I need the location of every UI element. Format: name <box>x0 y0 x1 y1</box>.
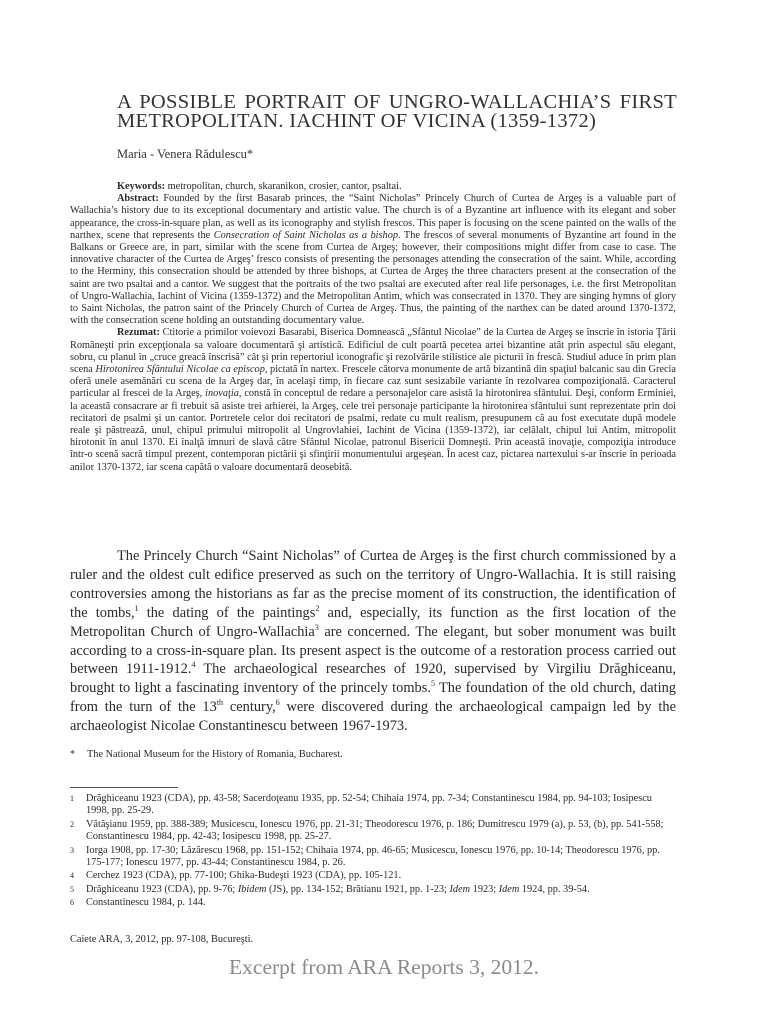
footnote-number: 1 <box>70 794 74 803</box>
abstract-block <box>70 181 676 474</box>
body-text-run: the dating of the paintings <box>138 604 316 621</box>
footnote-number: 6 <box>70 898 74 908</box>
footnote-number: 3 <box>70 845 74 855</box>
footnote-text-run: (JS), pp. 134-152; Brătianu 1921, pp. 1-23; <box>266 883 450 895</box>
footnotes-list <box>70 793 676 911</box>
footnote-ref[interactable]: 2 <box>315 603 320 613</box>
abstract-text: Founded by the first Basarab princes, the “Saint Nicholas” Princely Church of Curtea de Argeş is a valuable part of Wallachia’s history due to its exceptional documentary and artistic value. The church is of a Byzantine art influence with its elegant and sober appearance, the cross-in-square plan, as well as its iconography and stylish frescos. This paper is focusing on the scene painted on the walls of the narthex, scene that represents the <box>70 193 676 241</box>
keywords-text: metropolitan, church, skaranikon, crosier, cantor, psaltai. <box>165 181 402 192</box>
abstract-label: Abstract: <box>117 193 159 205</box>
paper-title: A POSSIBLE PORTRAIT OF UNGRO-WALLACHIA’S FIRST METROPOLITAN. IACHINT OF VICINA (1359-1372) <box>117 91 677 132</box>
footnote-text: Drăghiceanu 1923 (CDA), pp. 43-58; Sacerdoţeanu 1935, pp. 52-54; Chihaia 1974, pp. 7-34; Constantinescu 1984, pp. 94-103; Iosipescu 1998, pp. 25-29. <box>86 793 652 817</box>
rezumat-text: , pictată în nartex. Frescele câtorva monumente de artă bizantină din spaţiul balcanic sau din Grecia oferă unele asemănări cu scena de la Argeş dar, în acelaşi timp, în fiecare caz sunt sesizabile variante în rezolvarea compoziţională. Caracterul particular al frescei de la Argeş, <box>70 364 676 400</box>
rezumat-italic: inovaţia <box>205 388 239 400</box>
rezumat-paragraph <box>70 327 676 473</box>
rezumat-text: , constă în conceptul de redare a personajelor care asistă la hirotonirea sfântului. Deşi, conform Erminiei, la această consacrare ar fi trebuit să asiste trei arhierei, la Argeş, cele trei personaje participante la hirotonirea sfântului sunt reprezentate prin doi recitatori de psalmi şi un cantor. Portretele celor doi recitatori de psalmi, redate cu mult realism, presupunem că au fost executate după modele reale şi păstrează, unul, chipul primului mitropolit al Ungrovlahiei, Iachint de Vicina (1359-1372), iar celălalt, chipul lui Antim, mitropolit hirotonit în anul 1370. Ei înalţă imnuri de slavă către Sfântul Nicolae, patronul Bisericii Domneşti. Prin această inovaţie, compoziţia introduce într-o scenă sacră timpul prezent, contemporan pictării şi sfinţirii monumentului argeşean. În acest caz, pictarea nartexului s-ar înscrie în perioada anilor 1370-1372, iar scena capătă o valoare documentară deosebită. <box>70 388 677 473</box>
keywords-paragraph <box>70 181 676 193</box>
body-text-run: and, especially, its function as the first location of the Metropolitan Church of Ungro-Wallachia <box>70 604 676 640</box>
footnote-item <box>70 897 676 909</box>
footnote-number: 4 <box>70 871 74 881</box>
body-text-run: were discovered during the archaeological campaign led by the archaeologist Nicolae Constantinescu between 1967-1973. <box>70 699 676 735</box>
footnote-ref[interactable]: 5 <box>430 679 435 689</box>
rezumat-text: Ctitorie a primilor voievozi Basarabi, Biserica Domnească „Sfântul Nicolae” de la Curtea de Argeş se înscrie în istoria Ţării Româneşti prin excepţionala sa valoare documentară şi artistică. Edificiul de cult poartă pecetea artei bizantine atât prin aspectul său elegant, sobru, cu planul în „cruce greacă înscrisă” cât şi prin repertoriul iconografic şi rezolvările stilistice ale picturii în frescă. Studiul aduce în prim plan scena <box>70 327 676 376</box>
footnote-item <box>70 819 676 844</box>
footnote-italic: Idem <box>498 883 520 895</box>
abstract-text: . The frescos of several monuments of Byzantine art found in the Balkans or Greece are, in part, similar with the scene from Curtea de Argeş; however, their compositions might differ from case to case. The innovative character of the Curtea de Argeş’ fresco consists of presenting the personages attending the consecration of the saint. While, according to the Herminy, this consecration should be attended by three bishops, at Curtea de Argeş the three characters present at the consecration of the saint are two psaltai and a cantor. We suggest that the portraits of the two psaltai are executed after real life personages, i.e. the first Metropolitan of Ungro-Wallachia, Iachint of Vicina (1359-1372) and the Metropolitan Antim, which was consecrated in 1370. They are singing hymns of glory to Saint Nicholas, the patron saint of the Princely Church of Curtea de Argeş. Thus, the painting of the narthex can be dated around 1370-1372, with the consecration scene holding an outstanding documentary value. <box>70 229 676 327</box>
footnote-item <box>70 793 676 818</box>
footnote-text: Vătăşianu 1959, pp. 388-389; Musicescu, Ionescu 1976, pp. 21-31; Theodorescu 1976, p. 186; Dumitrescu 1979 (a), p. 53, (b), pp. 541-558; Constantinescu 1984, pp. 42-43; Iosipescu 1998, pp. 25-27. <box>86 818 664 843</box>
abstract-paragraph <box>70 193 676 327</box>
footnote-text: Iorga 1908, pp. 17-30; Lăzărescu 1968, pp. 151-152; Chihaia 1974, pp. 46-65; Musicescu, Ionescu 1976, pp. 10-14; Theodorescu 1976, pp. 175-177; Ionescu 1977, pp. 43-44; Constantinescu 1984, p. 26. <box>86 844 660 869</box>
footnote-text: Cerchez 1923 (CDA), pp. 77-100; Ghika-Budeşti 1923 (CDA), pp. 105-121. <box>86 870 402 882</box>
body-text <box>70 547 676 736</box>
footnote-text-run: Drăghiceanu 1923 (CDA), pp. 9-76; <box>86 883 238 895</box>
footnote-number: 2 <box>70 819 74 829</box>
footnote-item <box>70 884 676 896</box>
author-affiliation <box>70 749 676 760</box>
footnote-ref[interactable]: 3 <box>314 622 319 632</box>
body-text-run: century, <box>223 699 276 716</box>
affiliation-mark: * <box>70 749 76 760</box>
body-text-run: The foundation of the old church, dating from the turn of the 13 <box>70 680 676 716</box>
footnote-ref[interactable]: 4 <box>191 660 196 670</box>
body-text-run: The Princely Church “Saint Nicholas” of Curtea de Argeş is the first church commissioned by a ruler and the oldest cult edifice preserved as such on the territory of Ungro-Wallachia. It is still raising controversies among the historians as far as the precise moment of its construction, the identification of the tombs, <box>70 548 676 621</box>
footnote-ref[interactable]: 6 <box>275 698 280 708</box>
footnote-item <box>70 870 676 882</box>
footnote-number: 5 <box>70 884 74 894</box>
footnote-italic: Ibidem <box>237 883 267 895</box>
keywords-label: Keywords: <box>117 181 166 192</box>
body-text-run: are concerned. The elegant, but sober monument was built according to a cross-in-square plan. Its present aspect is the outcome of a restoration process carried out between 1911-1912. <box>70 623 676 678</box>
footnote-item <box>70 845 676 870</box>
ordinal-suffix: th <box>216 698 224 708</box>
footnote-italic: Idem <box>449 883 471 895</box>
author-name: Maria - Venera Rădulescu* <box>117 147 254 161</box>
abstract-italic: Consecration of Saint Nicholas as a bishop <box>213 229 398 241</box>
footnote-divider <box>70 787 178 788</box>
affiliation-text: The National Museum for the History of Romania, Bucharest. <box>87 749 343 760</box>
footnote-ref[interactable]: 1 <box>134 603 139 613</box>
footnote-text-run: 1923; <box>470 883 499 895</box>
excerpt-banner: Excerpt from ARA Reports 3, 2012. <box>229 955 539 979</box>
footnote-text: Constantinescu 1984, p. 144. <box>86 897 206 909</box>
journal-citation: Caiete ARA, 3, 2012, pp. 97-108, Bucureşti. <box>70 934 254 945</box>
body-text-run: The archaeological researches of 1920, supervised by Virgiliu Drăghiceanu, brought to light a fascinating inventory of the princely tombs. <box>70 661 676 697</box>
rezumat-italic: Hirotonirea Sfântului Nicolae ca episcop <box>95 364 265 376</box>
footnote-text-run: 1924, pp. 39-54. <box>519 883 590 895</box>
rezumat-label: Rezumat: <box>117 327 160 339</box>
body-paragraph <box>70 547 676 736</box>
footnote-text <box>86 884 676 896</box>
